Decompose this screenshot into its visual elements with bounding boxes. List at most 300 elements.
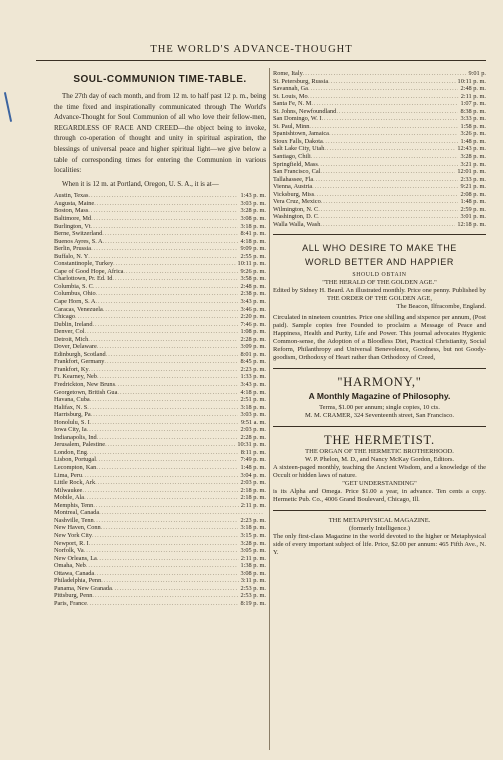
timetable-row bbox=[54, 555, 266, 563]
local-time: 2:11 p. m. bbox=[460, 92, 486, 100]
timetable-row bbox=[54, 358, 266, 366]
timetable-row bbox=[54, 328, 266, 336]
local-time: 3:15 p. m. bbox=[240, 531, 266, 539]
place-name: Boston, Mass bbox=[54, 207, 89, 215]
dot-leader bbox=[93, 502, 238, 510]
timetable-row bbox=[273, 161, 486, 169]
dot-leader bbox=[91, 215, 238, 223]
divider bbox=[273, 426, 486, 427]
local-time: 3:08 p. m. bbox=[240, 214, 266, 222]
dot-leader bbox=[87, 600, 239, 608]
timetable-row bbox=[273, 153, 486, 161]
dot-leader bbox=[88, 253, 238, 261]
place-name: Newport, R. I bbox=[54, 539, 89, 547]
place-name: Halifax, N. S bbox=[54, 403, 88, 411]
place-name: San Francisco, Cal bbox=[273, 168, 321, 176]
dot-leader bbox=[86, 562, 239, 570]
local-time: 2:28 p. m. bbox=[240, 433, 266, 441]
timetable-row bbox=[54, 321, 266, 329]
timetable-row bbox=[54, 215, 266, 223]
local-time: 2:59 p. m. bbox=[460, 205, 486, 213]
local-time: 1:38 p. m. bbox=[240, 562, 266, 570]
timetable-row bbox=[273, 221, 486, 229]
timetable-row bbox=[54, 298, 266, 306]
local-time: 12:43 p. m. bbox=[457, 145, 486, 153]
timetable-row bbox=[54, 253, 266, 261]
timetable-row bbox=[54, 456, 266, 464]
local-time: 1:08 p. m. bbox=[240, 328, 266, 336]
timetable-row bbox=[273, 123, 486, 131]
dot-leader bbox=[93, 283, 239, 291]
dot-leader bbox=[95, 298, 238, 306]
place-name: Honolulu, S. I bbox=[54, 418, 90, 426]
place-name: Berne, Switzerland bbox=[54, 230, 103, 238]
dot-leader bbox=[94, 200, 238, 208]
timetable-row bbox=[54, 449, 266, 457]
place-name: Iowa City, Ia bbox=[54, 426, 87, 434]
should-obtain: SHOULD OBTAIN bbox=[352, 272, 407, 279]
timetable-row bbox=[54, 419, 266, 427]
local-time: 3:28 p. m. bbox=[460, 153, 486, 161]
dot-leader bbox=[318, 213, 458, 221]
timetable-row bbox=[54, 434, 266, 442]
place-name: Indianapolis, Ind bbox=[54, 433, 97, 441]
place-name: Norfolk, Va bbox=[54, 547, 84, 555]
local-time: 2:33 p. m. bbox=[460, 175, 486, 183]
dot-leader bbox=[314, 191, 458, 199]
hermetist-title: THE HERMETIST. bbox=[324, 433, 435, 448]
dot-leader bbox=[101, 524, 239, 532]
place-name: Harrisburg, Pa bbox=[54, 411, 91, 419]
place-name: Philadelphia, Penn bbox=[54, 577, 102, 585]
place-name: New Haven, Conn bbox=[54, 524, 101, 532]
timetable-row bbox=[273, 198, 486, 206]
local-time: 3:03 p. m. bbox=[240, 199, 266, 207]
local-time: 12:18 p. m. bbox=[457, 220, 486, 228]
dot-leader bbox=[106, 351, 239, 359]
local-time: 3:18 p. m. bbox=[240, 222, 266, 230]
dot-leader bbox=[117, 389, 238, 397]
local-time: 9:26 p. m. bbox=[240, 267, 266, 275]
local-time: 2:48 p. m. bbox=[240, 282, 266, 290]
place-name: Jerusalem, Palestine bbox=[54, 441, 106, 449]
local-time: 8:38 p. m. bbox=[460, 107, 486, 115]
timetable-row bbox=[54, 223, 266, 231]
place-name: Mobile, Ala bbox=[54, 494, 85, 502]
local-time: 2:11 p. m. bbox=[240, 501, 266, 509]
timetable-row bbox=[54, 502, 266, 510]
herald-edited: Edited by Sidney H. Beard. An illustrated monthly. Price one penny. Published by bbox=[273, 287, 486, 295]
dot-leader bbox=[88, 336, 238, 344]
harmony-terms: Terms, $1.00 per annum; single copies, 10 cts. bbox=[319, 404, 440, 412]
place-name: St. Johns, Newfoundland bbox=[273, 107, 337, 115]
timetable-row bbox=[54, 479, 266, 487]
dot-leader bbox=[320, 168, 455, 176]
local-time: 7:46 p. m. bbox=[240, 320, 266, 328]
timetable-row bbox=[54, 200, 266, 208]
dot-leader bbox=[96, 456, 238, 464]
local-time: 1:48 p. m. bbox=[460, 198, 486, 206]
dot-leader bbox=[104, 358, 238, 366]
hermetist-editors: W. P. Phelon, M. D., and Nancy McKay Gordon, Editors. bbox=[304, 456, 455, 464]
local-time: 12:01 p. m. bbox=[457, 168, 486, 176]
place-name: London, Eng bbox=[54, 448, 87, 456]
timetable-row bbox=[54, 343, 266, 351]
ad-headline-1: ALL WHO DESIRE TO MAKE THE bbox=[302, 243, 457, 254]
timetable-row bbox=[54, 472, 266, 480]
timetable-row bbox=[54, 404, 266, 412]
place-name: Constantinople, Turkey bbox=[54, 260, 114, 268]
local-time: 1:33 p. m. bbox=[240, 373, 266, 381]
dot-leader bbox=[87, 449, 239, 457]
timetable-row bbox=[54, 275, 266, 283]
left-column bbox=[54, 70, 266, 607]
local-time: 1:58 p. m. bbox=[460, 122, 486, 130]
timetable-row bbox=[273, 138, 486, 146]
local-time: 3:33 p. m. bbox=[460, 115, 486, 123]
ink-mark bbox=[4, 92, 12, 122]
timetable-row bbox=[54, 532, 266, 540]
timetable-row bbox=[273, 85, 486, 93]
place-name: New Orleans, La bbox=[54, 554, 97, 562]
timetable-row bbox=[54, 547, 266, 555]
local-time: 2:38 p. m. bbox=[240, 290, 266, 298]
place-name: Lima, Peru bbox=[54, 471, 82, 479]
timetable-title: SOUL-COMMUNION TIME-TABLE. bbox=[73, 74, 247, 85]
dot-leader bbox=[303, 70, 467, 78]
place-name: Columbus, Ohio bbox=[54, 290, 96, 298]
place-name: Paris, France bbox=[54, 599, 87, 607]
herald-address: The Beacon, Ilfracombe, England. bbox=[396, 303, 486, 311]
place-name: Buffalo, N. Y bbox=[54, 252, 89, 260]
local-time: 3:18 p. m. bbox=[240, 524, 266, 532]
dot-leader bbox=[97, 434, 239, 442]
dot-leader bbox=[329, 130, 458, 138]
divider bbox=[273, 234, 486, 235]
dot-leader bbox=[95, 479, 238, 487]
timetable-row bbox=[54, 585, 266, 593]
ad-headline-2: WORLD BETTER AND HAPPIER bbox=[305, 257, 454, 268]
local-time: 10:11 p. m. bbox=[237, 260, 266, 268]
timetable-row bbox=[273, 145, 486, 153]
local-time: 2:18 p. m. bbox=[240, 494, 266, 502]
place-name: Panama, New Granada bbox=[54, 584, 112, 592]
dot-leader bbox=[89, 540, 239, 548]
local-time: 3:08 p. m. bbox=[240, 569, 266, 577]
dot-leader bbox=[321, 198, 459, 206]
place-name: Rome, Italy bbox=[273, 70, 303, 77]
place-name: Wilmington, N. C bbox=[273, 205, 319, 213]
timetable-row bbox=[54, 268, 266, 276]
local-time: 9:21 p. m. bbox=[460, 183, 486, 191]
dot-leader bbox=[105, 441, 235, 449]
place-name: Burlington, Vt bbox=[54, 222, 91, 230]
place-name: Frankfort, Germany bbox=[54, 358, 105, 366]
place-name: Vicksburg, Miss bbox=[273, 190, 315, 198]
dot-leader bbox=[91, 245, 238, 253]
timetable-row bbox=[54, 600, 266, 608]
local-time: 8:41 p. m. bbox=[240, 230, 266, 238]
local-time: 2:28 p. m. bbox=[240, 335, 266, 343]
place-name: Edinburgh, Scotland bbox=[54, 350, 106, 358]
dot-leader bbox=[320, 221, 455, 229]
harmony-subtitle: A Monthly Magazine of Philosophy. bbox=[308, 391, 451, 402]
place-name: Denver, Col bbox=[54, 328, 85, 336]
local-time: 2:51 p. m. bbox=[240, 396, 266, 404]
timetable-row bbox=[54, 592, 266, 600]
place-name: Vera Cruz, Mexico bbox=[273, 198, 321, 206]
dot-leader bbox=[92, 592, 238, 600]
place-name: Washington, D. C bbox=[273, 213, 318, 221]
dot-leader bbox=[97, 373, 238, 381]
dot-leader bbox=[312, 183, 458, 191]
place-name: Santa Fe, N. M bbox=[273, 100, 312, 108]
timetable-row bbox=[54, 441, 266, 449]
timetable-intro: The 27th day of each month, and from 12 m. to half past 12 p. m., being the time fixed and inspirationally communicated through The World's Advance-Thought for Soul Communion of all who love their fellow-men, REGARDLESS OF RACE AND CREED—the object being to invoke, through co-operation of thought and unity in spiritual aspiration, the blessings of universal peace and higher spiritual light—we give below a table of corresponding times for entering the Communion in various localities: bbox=[54, 92, 266, 175]
dot-leader bbox=[321, 115, 458, 123]
place-name: Augusta, Maine bbox=[54, 199, 95, 207]
local-time: 2:20 p. m. bbox=[240, 313, 266, 321]
harmony-publisher: M. M. CRAMER, 324 Seventeenth street, San Francisco. bbox=[304, 412, 455, 420]
local-time: 9:01 p. bbox=[468, 70, 486, 77]
local-time: 3:46 p. m. bbox=[240, 305, 266, 313]
timetable-row bbox=[54, 562, 266, 570]
timetable-row bbox=[273, 78, 486, 86]
local-time: 4:18 p. m. bbox=[240, 237, 266, 245]
timetable-row bbox=[273, 108, 486, 116]
local-time: 2:03 p. m. bbox=[240, 426, 266, 434]
timetable-row bbox=[54, 230, 266, 238]
dot-leader bbox=[308, 93, 459, 101]
dot-leader bbox=[90, 396, 239, 404]
timetable-row bbox=[54, 570, 266, 578]
place-name: San Domingo, W. I bbox=[273, 115, 322, 123]
local-time: 3:43 p. m. bbox=[240, 298, 266, 305]
place-name: St. Louis, Mo bbox=[273, 92, 308, 100]
place-name: Little Rock, Ark bbox=[54, 479, 96, 487]
local-time: 3:01 p. m. bbox=[460, 213, 486, 221]
local-time: 9:51 a. m. bbox=[240, 418, 266, 426]
timetable-row bbox=[54, 336, 266, 344]
place-name: Sioux Falls, Dakota bbox=[273, 137, 323, 145]
dot-leader bbox=[88, 192, 238, 200]
dot-leader bbox=[113, 260, 235, 268]
timetable-row bbox=[54, 396, 266, 404]
hermetist-body: is its Alpha and Omega. Price $1.00 a year, in advance. Ten cents a copy. Hermetic Pub. Co., 4006 Grand Boulevard, Chicago, Ill. bbox=[273, 488, 486, 504]
timetable-row bbox=[54, 411, 266, 419]
local-time: 8:01 p. m. bbox=[240, 350, 266, 358]
timetable-row bbox=[273, 130, 486, 138]
timetable-row bbox=[54, 509, 266, 517]
dot-leader bbox=[88, 207, 238, 215]
local-time bbox=[264, 509, 266, 517]
place-name: Vienna, Austria bbox=[273, 183, 313, 191]
dot-leader bbox=[318, 206, 458, 214]
timetable-row bbox=[273, 176, 486, 184]
dot-leader bbox=[115, 381, 238, 389]
place-name: Ottawa, Canada bbox=[54, 569, 95, 577]
timetable-row bbox=[54, 464, 266, 472]
place-name: Caracas, Venezuela bbox=[54, 305, 103, 313]
divider bbox=[273, 510, 486, 511]
timetable-row bbox=[54, 494, 266, 502]
timetable-row bbox=[273, 191, 486, 199]
dot-leader bbox=[96, 290, 239, 298]
place-name: Springfield, Mass bbox=[273, 160, 318, 168]
place-name: Nashville, Tenn bbox=[54, 516, 94, 524]
local-time: 2:23 p. m. bbox=[240, 365, 266, 373]
timetable-row bbox=[54, 577, 266, 585]
dot-leader bbox=[91, 223, 239, 231]
timetable-row bbox=[54, 192, 266, 200]
local-time: 3:28 p. m. bbox=[240, 539, 266, 547]
timetable-row bbox=[273, 93, 486, 101]
dot-leader bbox=[324, 145, 455, 153]
place-name: Frankfort, Ky bbox=[54, 365, 89, 373]
dot-leader bbox=[99, 509, 264, 517]
dot-leader bbox=[313, 176, 458, 184]
metaphysical-body: The only first-class Magazine in the world devoted to the higher or Metaphysical side of every important subject of life. Price, $2.00 per annum: 465 Fifth Ave., N. Y. bbox=[273, 533, 486, 557]
timetable-row bbox=[54, 540, 266, 548]
local-time: 2:55 p. m. bbox=[240, 252, 266, 260]
local-time: 3:28 p. m. bbox=[240, 207, 266, 215]
timetable-row bbox=[54, 381, 266, 389]
dot-leader bbox=[84, 547, 239, 555]
local-time: 7:49 p. m. bbox=[240, 456, 266, 464]
place-name: Lecompton, Kan bbox=[54, 464, 97, 472]
place-name: Walla Walla, Wash bbox=[273, 220, 321, 228]
local-time: 1:07 p. m. bbox=[460, 100, 486, 108]
timetable-when: When it is 12 m. at Portland, Oregon, U. S. A., it is at— bbox=[62, 179, 219, 188]
timetable-row bbox=[273, 100, 486, 108]
dot-leader bbox=[97, 555, 239, 563]
metaphysical-title: THE METAPHYSICAL MAGAZINE. bbox=[328, 517, 431, 525]
dot-leader bbox=[94, 517, 239, 525]
local-time: 3:21 p. m. bbox=[460, 160, 486, 168]
timetable-row bbox=[54, 487, 266, 495]
place-name: New York City bbox=[54, 531, 92, 539]
local-time: 3:26 p. m. bbox=[460, 130, 486, 138]
place-name: Cape Horn, S. A bbox=[54, 298, 96, 305]
local-time: 3:58 p. m. bbox=[240, 275, 266, 283]
timetable-list bbox=[54, 192, 266, 607]
local-time: 3:04 p. m. bbox=[240, 471, 266, 479]
dot-leader bbox=[89, 366, 239, 374]
running-header: THE WORLD'S ADVANCE-THOUGHT bbox=[150, 44, 353, 55]
place-name: Georgetown, British Gua bbox=[54, 388, 118, 396]
local-time: 1:43 p. m. bbox=[240, 192, 266, 200]
local-time: 3:09 p. m. bbox=[240, 343, 266, 351]
local-time: 3:05 p. m. bbox=[240, 547, 266, 555]
dot-leader bbox=[308, 85, 458, 93]
timetable-row bbox=[54, 306, 266, 314]
timetable-row bbox=[273, 213, 486, 221]
timetable-row bbox=[273, 183, 486, 191]
timetable-row bbox=[54, 245, 266, 253]
dot-leader bbox=[85, 328, 239, 336]
place-name: Baltimore, Md bbox=[54, 214, 92, 222]
local-time: 2:11 p. m. bbox=[240, 554, 266, 562]
place-name: Lisbon, Portugal bbox=[54, 456, 96, 464]
timetable-row bbox=[273, 168, 486, 176]
place-name: Charlottown, Pr. Ed. Id bbox=[54, 275, 113, 283]
local-time: 3:18 p. m. bbox=[240, 403, 266, 411]
header-rule bbox=[36, 60, 486, 61]
dot-leader bbox=[97, 343, 239, 351]
place-name: Spanishtown, Jamaica bbox=[273, 130, 329, 138]
local-time: 2:18 p. m. bbox=[240, 486, 266, 494]
place-name: Tallahassee, Fla bbox=[273, 175, 314, 183]
local-time: 1:48 p. m. bbox=[460, 137, 486, 145]
local-time: 8:11 p. m. bbox=[240, 448, 266, 456]
dot-leader bbox=[92, 532, 238, 540]
timetable-row bbox=[54, 373, 266, 381]
local-time: 9:09 p. m. bbox=[240, 245, 266, 253]
place-name: Omaha, Neb bbox=[54, 562, 86, 570]
local-time: 8:45 p. m. bbox=[240, 358, 266, 366]
dot-leader bbox=[94, 570, 238, 578]
dot-leader bbox=[318, 161, 459, 169]
local-time: 3:11 p. m. bbox=[240, 577, 266, 585]
hermetist-motto: "GET UNDERSTANDING" bbox=[342, 480, 417, 488]
local-time: 3:43 p. m. bbox=[240, 381, 266, 389]
place-name: Cape of Good Hope, Africa bbox=[54, 267, 124, 275]
harmony-title: "HARMONY," bbox=[337, 375, 422, 390]
place-name: Detroit, Mich bbox=[54, 335, 89, 343]
place-name: Dover, Delaware bbox=[54, 343, 97, 351]
timetable-row bbox=[54, 524, 266, 532]
place-name: Memphis, Tenn bbox=[54, 501, 94, 509]
timetable-row bbox=[54, 426, 266, 434]
dot-leader bbox=[103, 306, 239, 314]
timetable-row bbox=[54, 389, 266, 397]
dot-leader bbox=[123, 268, 238, 276]
place-name: St. Paul, Minn bbox=[273, 122, 310, 130]
dot-leader bbox=[328, 78, 455, 86]
herald-order: THE ORDER OF THE GOLDEN AGE, bbox=[327, 295, 432, 303]
local-time: 10:11 p. m. bbox=[457, 77, 486, 85]
metaphysical-formerly: (formerly Intelligence.) bbox=[349, 525, 410, 533]
local-time: 10:31 p. m. bbox=[237, 441, 266, 449]
divider bbox=[273, 368, 486, 369]
local-time: 2:48 p. m. bbox=[460, 85, 486, 93]
timetable-row bbox=[54, 238, 266, 246]
herald-body: Circulated in nineteen countries. Price one shilling and sixpence per annum, (Post paid). Sample copies free Founded to proclaim a Message of Peace and Happiness, Health and Purity, Life and Power. This journal advocates Hygienic Common-sense, the Adoption of a Bloodless Diet, Practical Christianity, Social Reform, Philanthropy and Universal Benevolence, Goodness, but not Goody-goodism, Orthodoxy of Heart rather than Orthodoxy of Creed, bbox=[273, 314, 486, 362]
local-time: 2:23 p. m. bbox=[240, 516, 266, 524]
timetable-row bbox=[54, 351, 266, 359]
dot-leader bbox=[112, 275, 238, 283]
timetable-list-continued bbox=[273, 70, 486, 228]
timetable-row bbox=[54, 517, 266, 525]
place-name: Austin, Texas bbox=[54, 192, 89, 200]
timetable-row bbox=[54, 290, 266, 298]
local-time: 2:08 p. m. bbox=[460, 190, 486, 198]
timetable-row bbox=[54, 313, 266, 321]
dot-leader bbox=[102, 230, 238, 238]
local-time: 2:03 p. m. bbox=[240, 479, 266, 487]
place-name: Montreal, Canada bbox=[54, 509, 100, 517]
dot-leader bbox=[92, 321, 238, 329]
dot-leader bbox=[75, 313, 238, 321]
dot-leader bbox=[112, 585, 239, 593]
place-name: Ft. Kearney, Neb bbox=[54, 373, 97, 381]
place-name: Savannah, Ga bbox=[273, 85, 308, 93]
place-name: Salt Lake City, Utah bbox=[273, 145, 325, 153]
local-time: 4:18 p. m. bbox=[240, 388, 266, 396]
timetable-row bbox=[54, 283, 266, 291]
timetable-row bbox=[54, 260, 266, 268]
dot-leader bbox=[90, 419, 239, 427]
